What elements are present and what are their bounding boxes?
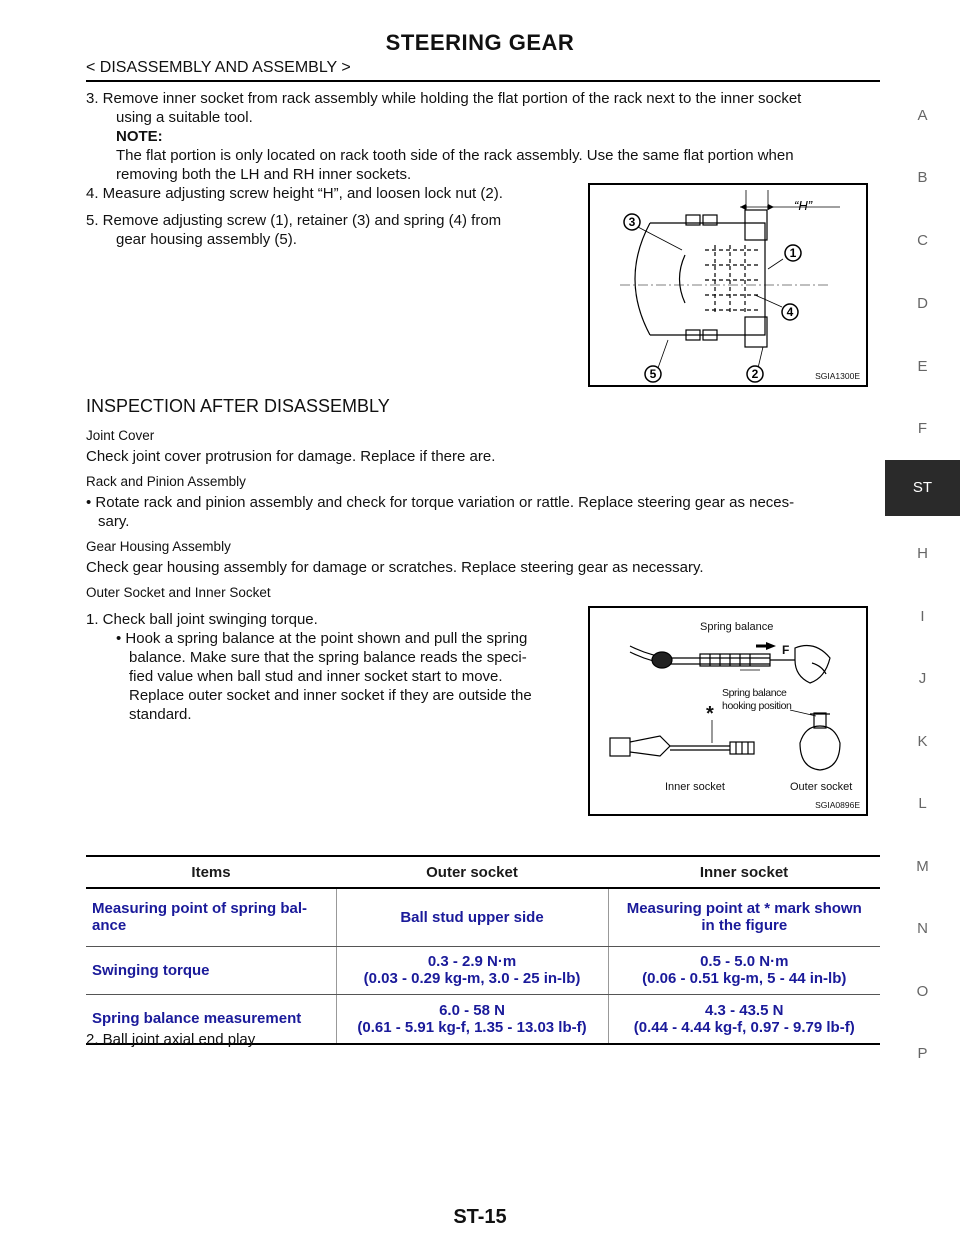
ball-joint-spec-table	[86, 855, 880, 1045]
spring-balance-diagram	[590, 608, 866, 814]
table-row	[86, 946, 880, 994]
index-tab-h[interactable]: H	[917, 545, 928, 562]
index-tab-o[interactable]: O	[916, 983, 929, 1000]
row-swinging-torque-item: Swinging torque	[86, 946, 336, 994]
figure-2-code: SGIA0896E	[815, 800, 860, 810]
index-tab-b[interactable]: B	[917, 169, 928, 186]
note-text: The flat portion is only located on rack tooth side of the rack assembly. Use the same flat portion when	[116, 147, 794, 164]
page-number: ST-15	[453, 1206, 507, 1228]
row-measuring-point-item: Measuring point of spring bal- ance	[86, 888, 336, 946]
hooking-label-l2: hooking position	[722, 700, 792, 712]
index-tab-c[interactable]: C	[917, 232, 928, 249]
header-outer-socket: Outer socket	[336, 856, 608, 888]
gear-housing-heading: Gear Housing Assembly	[86, 539, 231, 554]
index-tab-n[interactable]: N	[917, 920, 928, 937]
index-tab-j[interactable]: J	[918, 670, 927, 687]
index-tab-e[interactable]: E	[917, 358, 928, 375]
row-swinging-torque-inner: 0.5 - 5.0 N·m (0.06 - 0.51 kg-m, 5 - 44 in-lb)	[608, 946, 880, 994]
index-tab-a[interactable]: A	[917, 107, 928, 124]
note-text-cont: removing both the LH and RH inner sockets.	[116, 166, 412, 183]
callout-2-label: 2	[751, 367, 759, 381]
header-divider	[86, 80, 880, 82]
rack-pinion-heading: Rack and Pinion Assembly	[86, 474, 246, 489]
rack-pinion-text: • Rotate rack and pinion assembly and check for torque variation or rattle. Replace steering gear as neces-	[86, 494, 795, 511]
index-tab-f[interactable]: F	[917, 420, 928, 437]
index-tab-l[interactable]: L	[918, 795, 927, 812]
header-items: Items	[86, 856, 336, 888]
force-label: F	[782, 643, 790, 657]
h-dimension-label: “H”	[794, 198, 813, 213]
note-label: NOTE:	[116, 128, 163, 145]
inspection-heading: INSPECTION AFTER DISASSEMBLY	[86, 396, 390, 416]
step-1-bullet-l1: • Hook a spring balance at the point shown and pull the spring	[116, 630, 528, 647]
index-tab-p[interactable]: P	[917, 1045, 928, 1062]
index-tab-m[interactable]: M	[916, 858, 929, 875]
step-5-text: 5. Remove adjusting screw (1), retainer (3) and spring (4) from	[86, 212, 502, 229]
step-2-text: 2. Ball joint axial end play	[86, 1031, 256, 1048]
index-tab-i[interactable]: I	[920, 608, 925, 625]
spring-balance-figure	[588, 606, 868, 816]
page-title: STEERING GEAR	[385, 30, 575, 55]
figure-1-code: SGIA1300E	[815, 371, 860, 381]
gear-housing-text: Check gear housing assembly for damage or scratches. Replace steering gear as necessary.	[86, 559, 704, 576]
row-measuring-point-inner: Measuring point at * mark shown in the figure	[608, 888, 880, 946]
adjusting-screw-figure	[588, 183, 868, 387]
callout-5-label: 5	[649, 367, 657, 381]
hooking-label-l1: Spring balance	[722, 687, 787, 699]
inner-socket-label: Inner socket	[665, 781, 725, 793]
callout-3-label: 3	[628, 215, 636, 229]
row-measuring-point-outer: Ball stud upper side	[336, 888, 608, 946]
index-tab-k[interactable]: K	[917, 733, 928, 750]
outer-inner-socket-heading: Outer Socket and Inner Socket	[86, 585, 271, 600]
header-inner-socket: Inner socket	[608, 856, 880, 888]
table-row	[86, 888, 880, 946]
index-tab-st-active[interactable]: ST	[885, 460, 960, 516]
joint-cover-heading: Joint Cover	[86, 428, 155, 443]
spring-balance-label: Spring balance	[700, 621, 774, 633]
adjusting-screw-diagram	[590, 185, 866, 385]
callout-1-label: 1	[789, 246, 797, 260]
row-spring-balance-outer: 6.0 - 58 N (0.61 - 5.91 kg-f, 1.35 - 13.03 lb-f)	[336, 994, 608, 1044]
step-1-bullet-l3: fied value when ball stud and inner socket start to move.	[129, 668, 503, 685]
table-header-row	[86, 856, 880, 888]
step-1-bullet-l2: balance. Make sure that the spring balance reads the speci-	[129, 649, 527, 666]
step-4-text: 4. Measure adjusting screw height “H”, and loosen lock nut (2).	[86, 185, 503, 202]
step-3-text-cont: using a suitable tool.	[116, 109, 253, 126]
rack-pinion-text-cont: sary.	[98, 513, 130, 530]
step-1-text: 1. Check ball joint swinging torque.	[86, 611, 318, 628]
joint-cover-text: Check joint cover protrusion for damage. Replace if there are.	[86, 448, 496, 465]
step-5-text-cont: gear housing assembly (5).	[116, 231, 297, 248]
index-tab-d[interactable]: D	[917, 295, 928, 312]
step-1-bullet-l5: standard.	[129, 706, 192, 723]
outer-socket-label: Outer socket	[790, 781, 853, 793]
row-spring-balance-inner: 4.3 - 43.5 N (0.44 - 4.44 kg-f, 0.97 - 9.79 lb-f)	[608, 994, 880, 1044]
step-3-text: 3. Remove inner socket from rack assembly while holding the flat portion of the rack next to the inner socket	[86, 90, 802, 107]
section-breadcrumb: < DISASSEMBLY AND ASSEMBLY >	[86, 59, 351, 76]
row-spring-balance-item: Spring balance measurement	[86, 994, 336, 1044]
callout-4-label: 4	[786, 305, 794, 319]
asterisk-mark: *	[706, 703, 714, 725]
row-swinging-torque-outer: 0.3 - 2.9 N·m (0.03 - 0.29 kg-m, 3.0 - 25 in-lb)	[336, 946, 608, 994]
step-1-bullet-l4: Replace outer socket and inner socket if they are outside the	[129, 687, 532, 704]
